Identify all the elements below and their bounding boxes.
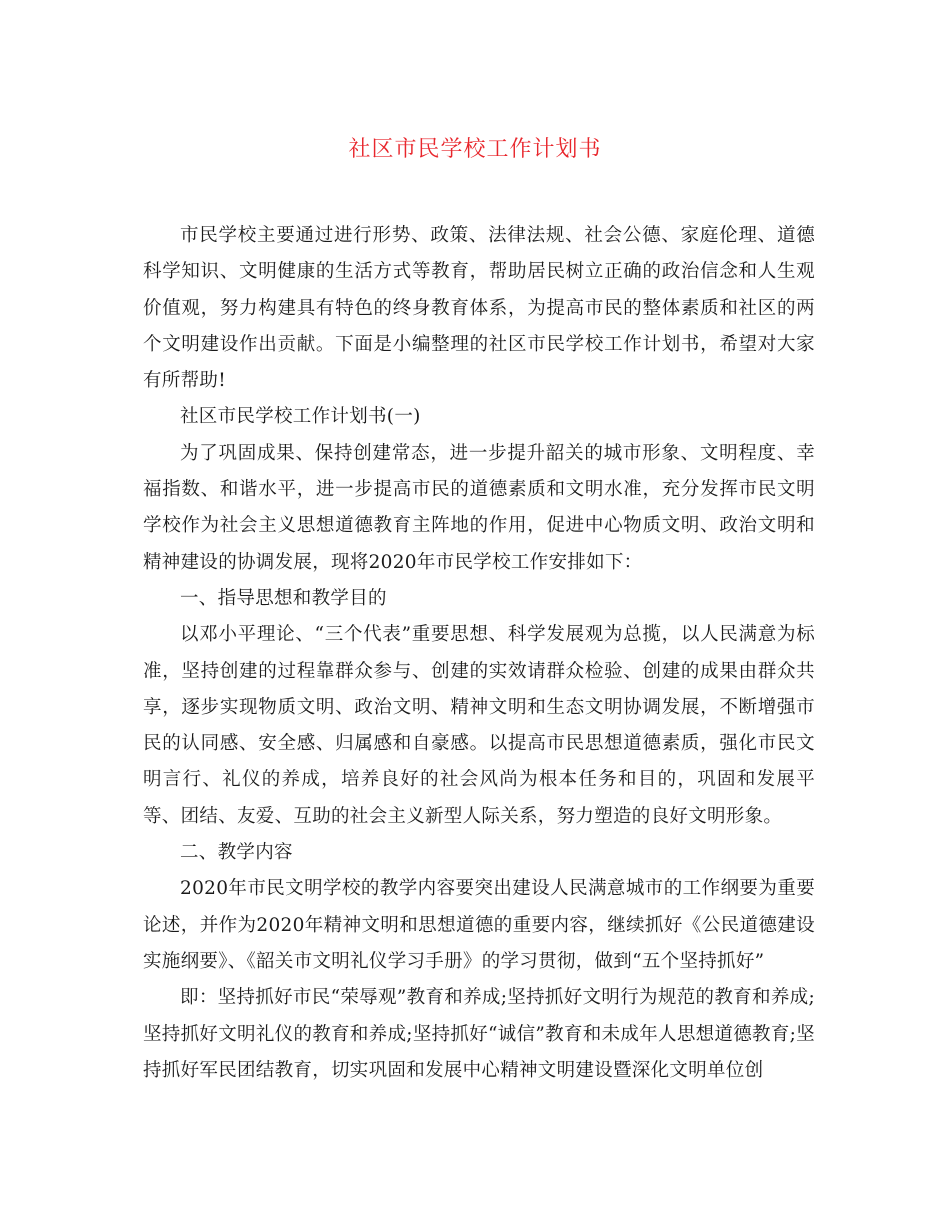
section-heading-plan-one: 社区市民学校工作计划书(一) xyxy=(180,406,421,428)
plan-intro-paragraph: 为了巩固成果、保持创建常态，进一步提升韶关的城市形象、文明程度、幸福指数、和谐水平，进一步提高市民的道德素质和文明水准，充分发挥市民文明学校作为社会主义思想道德教育主阵地的作用，促进中心物质文明、政治文明和精神建设的协调发展，现将2020年市民学校工作安排如下： xyxy=(143,442,815,573)
section-heading-guiding-ideology: 一、指导思想和教学目的 xyxy=(180,587,387,609)
five-persistence-paragraph: 即：坚持抓好市民“荣辱观”教育和养成;坚持抓好文明行为规范的教育和养成;坚持抓好文明礼仪的教育和养成;坚持抓好“诚信”教育和未成年人思想道德教育;坚持抓好军民团结教育，切实巩固和发展中心精神文明建设暨深化文明单位创 xyxy=(143,987,815,1081)
guiding-ideology-paragraph: 以邓小平理论、“三个代表”重要思想、科学发展观为总揽，以人民满意为标准，坚持创建的过程靠群众参与、创建的实效请群众检验、创建的成果由群众共享，逐步实现物质文明、政治文明、精神文明和生态文明协调发展，不断增强市民的认同感、安全感、归属感和自豪感。以提高市民思想道德素质，强化市民文明言行、礼仪的养成，培养良好的社会风尚为根本任务和目的，巩固和发展平等、团结、友爱、互助的社会主义新型人际关系，努力塑造的良好文明形象。 xyxy=(143,624,815,827)
document-title: 社区市民学校工作计划书 xyxy=(348,137,602,162)
document-body xyxy=(143,218,815,1089)
teaching-content-paragraph: 2020年市民文明学校的教学内容要突出建设人民满意城市的工作纲要为重要论述，并作为2020年精神文明和思想道德的重要内容，继续抓好《公民道德建设实施纲要》、《韶关市文明礼仪学习手册》的学习贯彻，做到“五个坚持抓好” xyxy=(143,878,815,972)
intro-paragraph: 市民学校主要通过进行形势、政策、法律法规、社会公德、家庭伦理、道德科学知识、文明健康的生活方式等教育，帮助居民树立正确的政治信念和人生观价值观，努力构建具有特色的终身教育体系，为提高市民的整体素质和社区的两个文明建设作出贡献。下面是小编整理的社区市民学校工作计划书，希望对大家有所帮助! xyxy=(143,225,815,392)
section-heading-teaching-content: 二、教学内容 xyxy=(180,842,293,864)
